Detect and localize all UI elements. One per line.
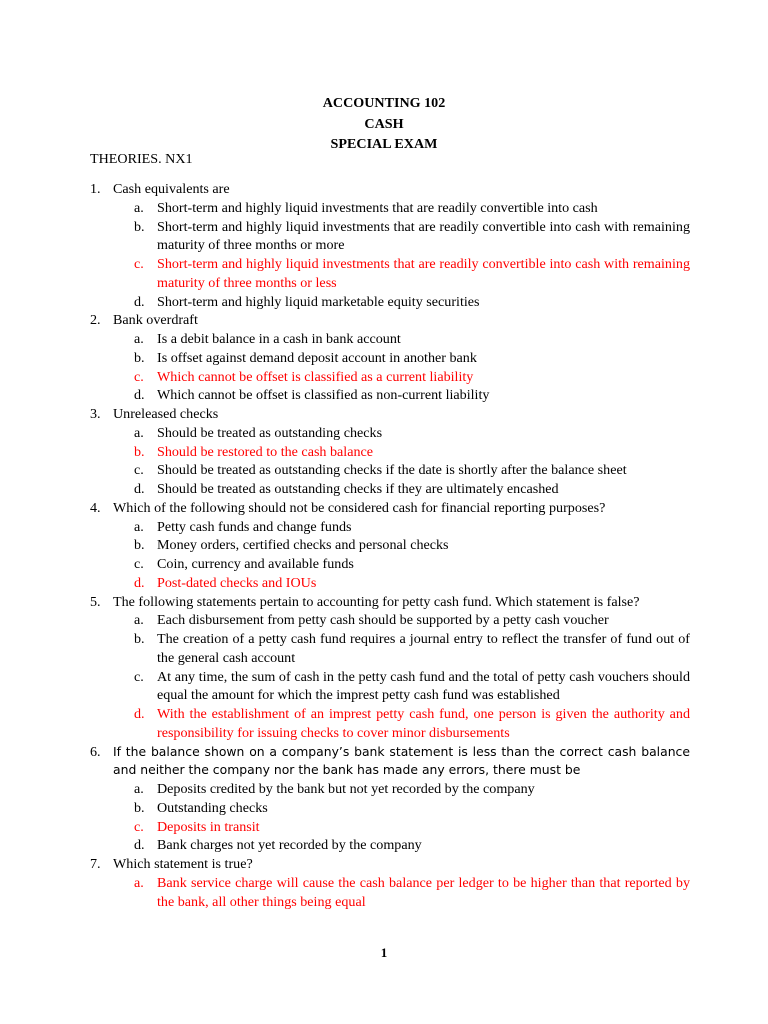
question-number: 6. xyxy=(90,743,101,760)
choice-letter: b. xyxy=(134,443,145,460)
choice-text: Short-term and highly liquid investments that are readily convertible into cash with remaining maturity of three months or more xyxy=(157,218,690,254)
answer-choice xyxy=(134,424,690,443)
section-label: THEORIES. NX1 xyxy=(90,151,193,167)
correct-answer-choice xyxy=(134,443,690,462)
answer-choice xyxy=(134,518,690,537)
correct-answer-choice xyxy=(134,818,690,837)
question-text: Bank overdraft xyxy=(113,312,198,329)
question-body xyxy=(113,311,690,405)
choice-text: Bank charges not yet recorded by the company xyxy=(157,837,422,854)
question-text: Which statement is true? xyxy=(113,856,253,872)
choice-text: Is offset against demand deposit account in another bank xyxy=(157,349,477,366)
choice-text: Which cannot be offset is classified as a current liability xyxy=(157,368,474,385)
correct-answer-choice xyxy=(134,874,690,912)
choice-list xyxy=(134,330,690,405)
choice-letter: c. xyxy=(134,256,144,272)
choice-letter: c. xyxy=(134,462,144,479)
choice-text: Should be treated as outstanding checks if the date is shortly after the balance sheet xyxy=(157,462,627,479)
choice-text: Each disbursement from petty cash should be supported by a petty cash voucher xyxy=(157,612,609,629)
choice-letter: c. xyxy=(134,818,144,835)
choice-text: With the establishment of an imprest petty cash fund, one person is given the authority and responsibility for issuing checks to cover minor disbursements xyxy=(157,706,690,741)
choice-text: Bank service charge will cause the cash balance per ledger to be higher than that reported by the bank, all other things being equal xyxy=(157,874,690,910)
question-item xyxy=(90,180,690,311)
choice-letter: b. xyxy=(134,218,145,235)
question-number: 7. xyxy=(90,856,101,872)
question-item xyxy=(90,311,690,405)
document-title xyxy=(0,93,768,155)
question-item xyxy=(90,743,690,856)
choice-list xyxy=(134,874,690,912)
answer-choice xyxy=(134,330,690,349)
choice-letter: d. xyxy=(134,387,145,404)
correct-answer-choice xyxy=(134,574,690,593)
question-number: 2. xyxy=(90,312,101,329)
page-number: 1 xyxy=(380,945,388,960)
question-number: 4. xyxy=(90,499,101,516)
choice-letter: d. xyxy=(134,574,145,591)
choice-letter: c. xyxy=(134,556,144,572)
choice-letter: b. xyxy=(134,631,145,647)
choice-letter: a. xyxy=(134,424,144,441)
choice-list xyxy=(134,611,690,742)
correct-answer-choice xyxy=(134,705,690,743)
question-number: 5. xyxy=(90,593,101,610)
choice-text: At any time, the sum of cash in the petty cash fund and the total of petty cash vouchers should equal the amount for which the imprest petty cash fund was established xyxy=(157,668,690,704)
choice-list xyxy=(134,780,690,855)
answer-choice xyxy=(134,836,690,855)
choice-letter: b. xyxy=(134,349,145,366)
choice-text: Money orders, certified checks and personal checks xyxy=(157,537,449,554)
choice-text: Post-dated checks and IOUs xyxy=(157,574,317,591)
question-number: 1. xyxy=(90,181,101,197)
answer-choice xyxy=(134,780,690,799)
choice-letter: d. xyxy=(134,837,145,854)
choice-list xyxy=(134,199,690,312)
choice-text: Which cannot be offset is classified as non-current liability xyxy=(157,387,490,404)
choice-letter: d. xyxy=(134,481,145,497)
choice-text: Is a debit balance in a cash in bank account xyxy=(157,331,401,347)
title-topic: CASH xyxy=(364,115,404,132)
choice-letter: d. xyxy=(134,706,145,722)
choice-text: Should be treated as outstanding checks xyxy=(157,424,383,441)
choice-text: The creation of a petty cash fund requires a journal entry to reflect the transfer of fund out of the general cash account xyxy=(157,631,690,666)
question-text: If the balance shown on a company’s bank statement is less than the correct cash balance and neither the company nor the bank has made any errors, there must be xyxy=(113,743,690,778)
answer-choice xyxy=(134,555,690,574)
question-text: Which of the following should not be considered cash for financial reporting purposes? xyxy=(113,499,606,516)
question-item xyxy=(90,499,690,593)
choice-text: Short-term and highly liquid marketable equity securities xyxy=(157,293,480,310)
choice-letter: a. xyxy=(134,781,144,797)
choice-text: Outstanding checks xyxy=(157,799,268,816)
choice-letter: a. xyxy=(134,331,144,347)
choice-letter: d. xyxy=(134,293,145,310)
choice-letter: c. xyxy=(134,668,144,685)
choice-text: Should be treated as outstanding checks if they are ultimately encashed xyxy=(157,481,559,497)
choice-text: Coin, currency and available funds xyxy=(157,556,354,572)
title-exam-type: SPECIAL EXAM xyxy=(330,136,438,152)
answer-choice xyxy=(134,480,690,499)
choice-letter: a. xyxy=(134,199,144,216)
answer-choice xyxy=(134,611,690,630)
choice-text: Should be restored to the cash balance xyxy=(157,443,374,460)
answer-choice xyxy=(134,668,690,706)
question-body xyxy=(113,499,690,593)
question-body xyxy=(113,405,690,499)
title-course: ACCOUNTING 102 xyxy=(322,95,446,111)
question-item xyxy=(90,855,690,911)
question-item xyxy=(90,593,690,743)
answer-choice xyxy=(134,630,690,668)
question-number: 3. xyxy=(90,406,101,422)
choice-letter: a. xyxy=(134,874,144,891)
choice-letter: c. xyxy=(134,368,144,385)
question-item xyxy=(90,405,690,499)
answer-choice xyxy=(134,536,690,555)
correct-answer-choice xyxy=(134,255,690,293)
choice-text: Deposits in transit xyxy=(157,818,260,835)
answer-choice xyxy=(134,293,690,312)
choice-letter: a. xyxy=(134,612,144,629)
answer-choice xyxy=(134,799,690,818)
choice-text: Short-term and highly liquid investments that are readily convertible into cash xyxy=(157,199,598,216)
choice-letter: a. xyxy=(134,518,144,535)
answer-choice xyxy=(134,218,690,256)
question-body xyxy=(113,743,690,856)
question-body xyxy=(113,180,690,311)
answer-choice xyxy=(134,386,690,405)
choice-letter: b. xyxy=(134,799,145,816)
choice-text: Deposits credited by the bank but not yet recorded by the company xyxy=(157,781,535,797)
choice-text: Short-term and highly liquid investments that are readily convertible into cash with remaining maturity of three months or less xyxy=(157,256,690,291)
question-list xyxy=(90,180,690,911)
question-text: The following statements pertain to accounting for petty cash fund. Which statement is false? xyxy=(113,593,640,610)
choice-letter: b. xyxy=(134,537,145,554)
choice-list xyxy=(134,424,690,499)
answer-choice xyxy=(134,349,690,368)
question-text: Cash equivalents are xyxy=(113,181,230,197)
question-body xyxy=(113,855,690,911)
question-body xyxy=(113,593,690,743)
answer-choice xyxy=(134,461,690,480)
choice-list xyxy=(134,518,690,593)
choice-text: Petty cash funds and change funds xyxy=(157,518,352,535)
answer-choice xyxy=(134,199,690,218)
correct-answer-choice xyxy=(134,368,690,387)
question-text: Unreleased checks xyxy=(113,406,219,422)
